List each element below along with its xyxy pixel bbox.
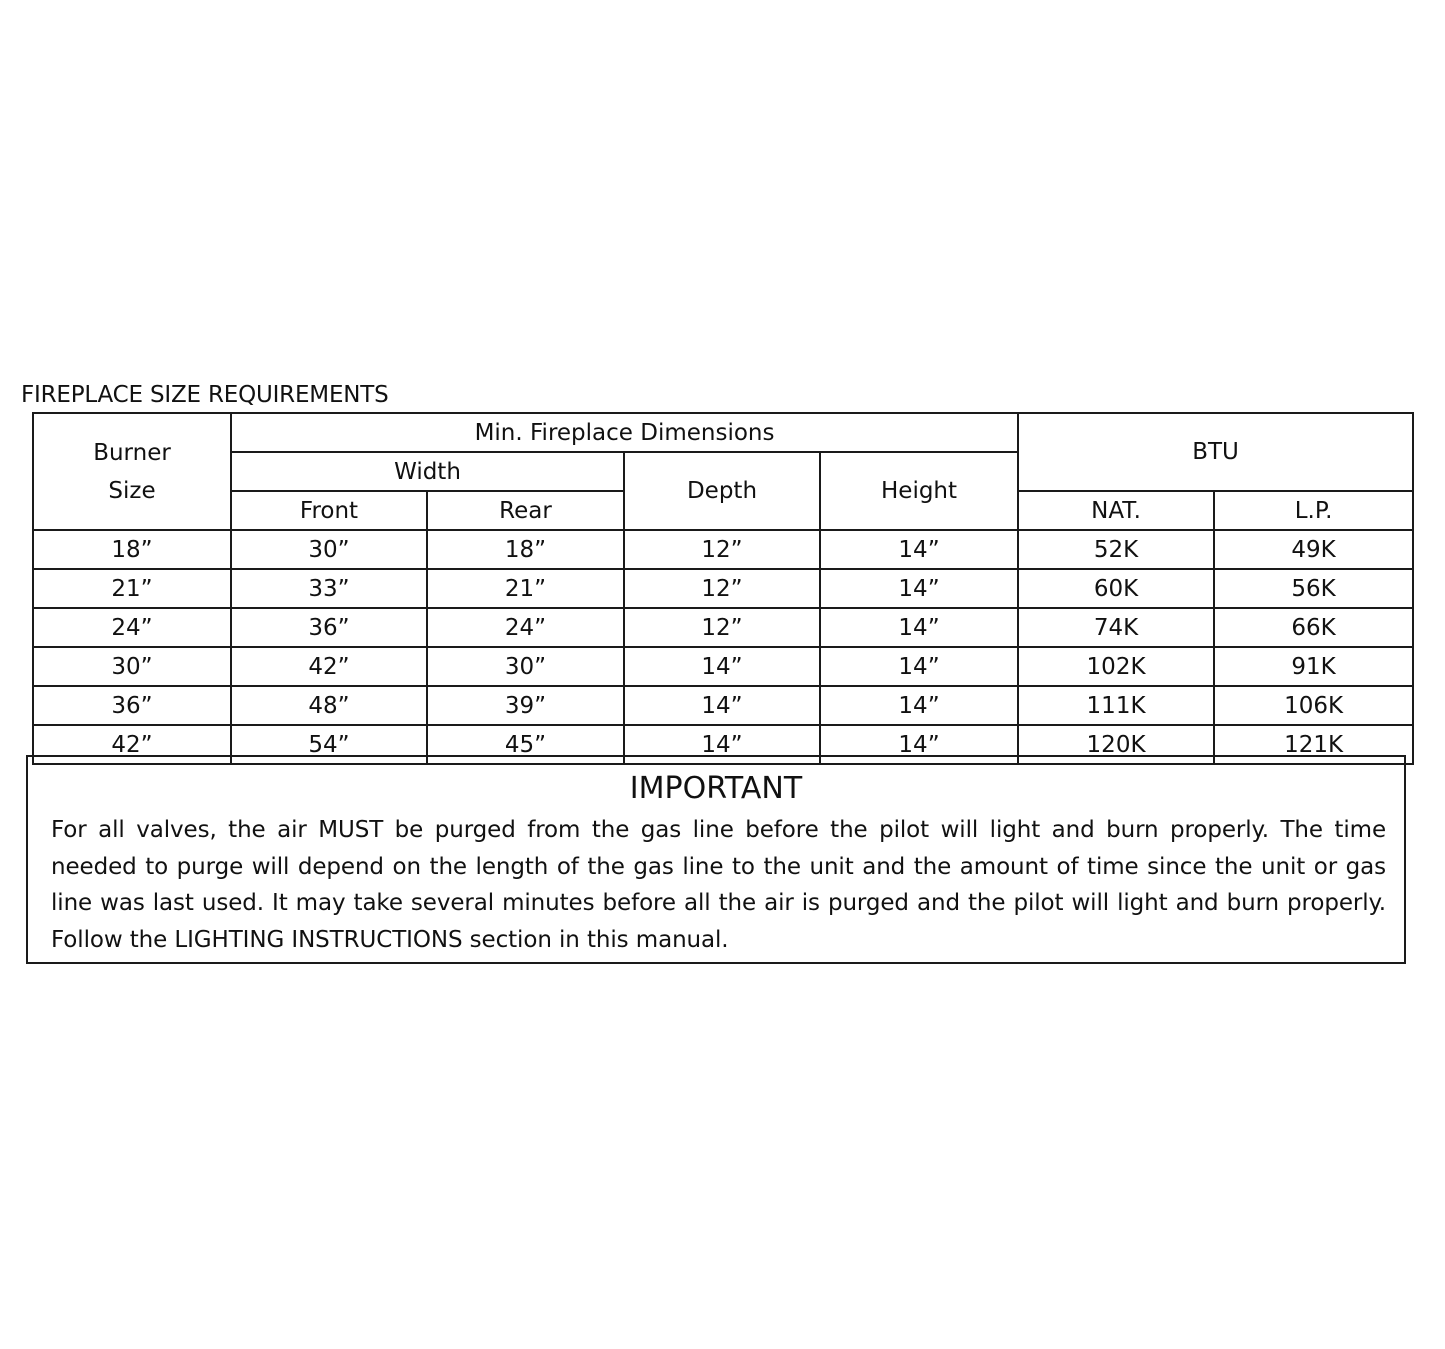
lp-btu-cell: 91K: [1214, 647, 1413, 686]
lp-btu-cell: 121K: [1214, 725, 1413, 764]
lp-btu-cell: 56K: [1214, 569, 1413, 608]
burner-size-cell: 36”: [33, 686, 231, 725]
front-width-cell: 33”: [231, 569, 427, 608]
depth-cell: 14”: [624, 725, 820, 764]
nat-btu-cell: 60K: [1018, 569, 1214, 608]
table-row: [33, 686, 1413, 725]
front-width-cell: 36”: [231, 608, 427, 647]
front-width-cell: 30”: [231, 530, 427, 569]
nat-btu-cell: 52K: [1018, 530, 1214, 569]
depth-cell: 14”: [624, 686, 820, 725]
burner-size-cell: 30”: [33, 647, 231, 686]
table-row: [33, 530, 1413, 569]
lp-header: L.P.: [1214, 491, 1413, 530]
front-width-cell: 54”: [231, 725, 427, 764]
rear-width-cell: 18”: [427, 530, 624, 569]
width-header: Width: [231, 452, 624, 491]
front-width-cell: 42”: [231, 647, 427, 686]
depth-cell: 12”: [624, 569, 820, 608]
height-cell: 14”: [820, 686, 1018, 725]
front-width-cell: 48”: [231, 686, 427, 725]
burner-size-header: [33, 413, 231, 530]
burner-size-cell: 42”: [33, 725, 231, 764]
nat-btu-cell: 74K: [1018, 608, 1214, 647]
rear-width-cell: 30”: [427, 647, 624, 686]
rear-width-cell: 21”: [427, 569, 624, 608]
document-title: FIREPLACE SIZE REQUIREMENTS: [21, 382, 389, 408]
burner-size-cell: 21”: [33, 569, 231, 608]
height-cell: 14”: [820, 608, 1018, 647]
nat-header: NAT.: [1018, 491, 1214, 530]
height-cell: 14”: [820, 569, 1018, 608]
nat-btu-cell: 111K: [1018, 686, 1214, 725]
height-cell: 14”: [820, 647, 1018, 686]
table-row: [33, 647, 1413, 686]
table-row: [33, 569, 1413, 608]
important-notice: [26, 755, 1406, 964]
burner-size-cell: 24”: [33, 608, 231, 647]
rear-width-cell: 24”: [427, 608, 624, 647]
lp-btu-cell: 49K: [1214, 530, 1413, 569]
height-header: Height: [820, 452, 1018, 530]
depth-cell: 12”: [624, 530, 820, 569]
important-body: For all valves, the air MUST be purged from the gas line before the pilot will light and burn properly. The time needed to purge will depend on the length of the gas line to the unit and the amount of time since the unit or gas line was last used. It may take several minutes before all the air is purged and the pilot will light and burn properly. Follow the LIGHTING INSTRUCTIONS section in this manual.: [51, 817, 1386, 954]
btu-header: BTU: [1018, 413, 1413, 491]
depth-header: Depth: [624, 452, 820, 530]
important-title: IMPORTANT: [629, 771, 803, 806]
lp-btu-cell: 66K: [1214, 608, 1413, 647]
fireplace-size-table: [32, 412, 1414, 765]
table-row: [33, 608, 1413, 647]
depth-cell: 14”: [624, 647, 820, 686]
header-row-1: [33, 413, 1413, 452]
nat-btu-cell: 120K: [1018, 725, 1214, 764]
min-dimensions-header: Min. Fireplace Dimensions: [231, 413, 1018, 452]
depth-cell: 12”: [624, 608, 820, 647]
burner-size-cell: 18”: [33, 530, 231, 569]
front-header: Front: [231, 491, 427, 530]
lp-btu-cell: 106K: [1214, 686, 1413, 725]
rear-width-cell: 39”: [427, 686, 624, 725]
rear-header: Rear: [427, 491, 624, 530]
nat-btu-cell: 102K: [1018, 647, 1214, 686]
height-cell: 14”: [820, 725, 1018, 764]
burner-header-label: Burner: [93, 439, 171, 466]
size-header-label: Size: [108, 477, 156, 504]
height-cell: 14”: [820, 530, 1018, 569]
rear-width-cell: 45”: [427, 725, 624, 764]
